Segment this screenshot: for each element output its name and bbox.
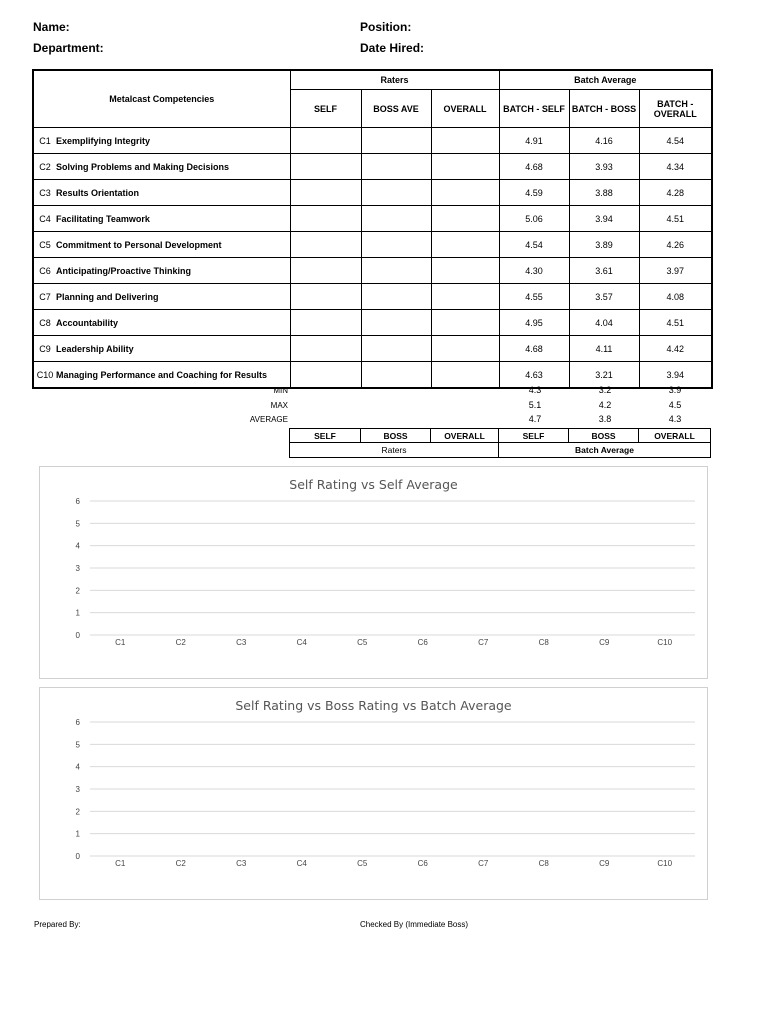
date-hired-label: Date Hired: [360, 41, 425, 55]
x-tick-label: C9 [599, 638, 610, 647]
x-tick-label: C2 [175, 638, 186, 647]
competency-cell [33, 362, 290, 389]
overall-input[interactable] [431, 284, 499, 310]
table-row [33, 336, 712, 362]
competency-cell [33, 232, 290, 258]
competency-name: Solving Problems and Making Decisions [56, 161, 230, 172]
y-tick-label: 5 [75, 519, 80, 529]
x-tick-label: C7 [478, 859, 489, 868]
batch-overall-value: 4.26 [639, 232, 712, 258]
batch-self-value: 5.06 [499, 206, 569, 232]
batch-self-value: 4.55 [499, 284, 569, 310]
competency-code: C10 [36, 369, 54, 380]
batch-boss-value: 3.94 [569, 206, 639, 232]
batch-boss-value: 3.57 [569, 284, 639, 310]
col-batch-self: BATCH - SELF [499, 90, 569, 128]
competency-name: Results Orientation [56, 187, 140, 198]
foot-batch-boss: BOSS [569, 429, 639, 443]
col-overall: OVERALL [431, 90, 499, 128]
self-input[interactable] [290, 284, 361, 310]
y-tick-label: 5 [75, 740, 80, 750]
average-batch-self: 4.7 [528, 414, 542, 424]
batch-self-value: 4.68 [499, 154, 569, 180]
competency-cell [33, 128, 290, 154]
foot-overall: OVERALL [431, 429, 499, 443]
overall-input[interactable] [431, 336, 499, 362]
y-tick-label: 3 [75, 785, 80, 794]
batch-self-value: 4.91 [499, 128, 569, 154]
table-row [33, 154, 712, 180]
foot-self: SELF [290, 429, 361, 443]
y-tick-label: 6 [75, 497, 80, 506]
y-tick-label: 0 [75, 631, 80, 640]
boss-ave-input[interactable] [361, 206, 431, 232]
competency-code: C6 [39, 265, 51, 276]
competency-code: C5 [39, 239, 51, 250]
overall-input[interactable] [431, 154, 499, 180]
competency-cell [33, 258, 290, 284]
competency-cell [33, 206, 290, 232]
batch-overall-value: 4.51 [639, 310, 712, 336]
competency-code: C4 [39, 213, 51, 224]
min-batch-boss: 3.2 [598, 385, 612, 395]
max-batch-overall: 4.5 [668, 400, 682, 410]
self-rating-chart [39, 466, 708, 679]
competency-cell [33, 284, 290, 310]
x-tick-label: C8 [538, 638, 549, 647]
batch-overall-value: 3.94 [639, 362, 712, 389]
average-batch-boss: 3.8 [598, 414, 612, 424]
y-tick-label: 1 [75, 829, 80, 839]
average-batch-overall: 4.3 [668, 414, 682, 424]
max-label: MAX [270, 401, 288, 410]
competency-name: Managing Performance and Coaching for Results [56, 369, 268, 380]
overall-input[interactable] [431, 362, 499, 389]
position-label: Position: [360, 20, 412, 34]
foot-batch-self: SELF [499, 429, 569, 443]
competency-cell [33, 180, 290, 206]
boss-ave-input[interactable] [361, 336, 431, 362]
boss-ave-input[interactable] [361, 128, 431, 154]
batch-overall-value: 4.54 [639, 128, 712, 154]
foot-raters: Raters [290, 443, 499, 458]
overall-input[interactable] [431, 180, 499, 206]
overall-input[interactable] [431, 258, 499, 284]
y-tick-label: 1 [75, 608, 80, 618]
col-self: SELF [290, 90, 361, 128]
competency-name: Commitment to Personal Development [56, 239, 222, 250]
y-tick-label: 2 [75, 807, 80, 817]
batch-comparison-chart [39, 687, 708, 900]
competency-name: Accountability [56, 317, 119, 328]
batch-self-value: 4.95 [499, 310, 569, 336]
boss-ave-input[interactable] [361, 258, 431, 284]
table-row [33, 128, 712, 154]
foot-batch-average: Batch Average [499, 443, 711, 458]
competency-name: Planning and Delivering [56, 291, 159, 302]
batch-overall-value: 3.97 [639, 258, 712, 284]
competency-cell [33, 336, 290, 362]
batch-overall-value: 4.08 [639, 284, 712, 310]
x-tick-label: C3 [236, 859, 247, 868]
boss-ave-input[interactable] [361, 154, 431, 180]
col-batch-overall: BATCH - OVERALL [639, 90, 712, 128]
x-tick-label: C1 [115, 638, 126, 647]
y-tick-label: 0 [75, 852, 80, 861]
min-batch-overall: 3.9 [668, 385, 682, 395]
table-row [33, 284, 712, 310]
batch-comparison-chart-svg [40, 688, 707, 899]
x-tick-label: C8 [538, 859, 549, 868]
competency-name: Leadership Ability [56, 343, 134, 354]
table-row [33, 310, 712, 336]
batch-boss-value: 4.04 [569, 310, 639, 336]
boss-ave-input[interactable] [361, 310, 431, 336]
competency-cell [33, 154, 290, 180]
col-boss-ave: BOSS AVE [361, 90, 431, 128]
max-batch-boss: 4.2 [598, 400, 612, 410]
y-tick-label: 4 [75, 541, 80, 551]
min-batch-self: 4.3 [528, 385, 542, 395]
self-input[interactable] [290, 336, 361, 362]
boss-ave-input[interactable] [361, 284, 431, 310]
x-tick-label: C4 [296, 638, 307, 647]
x-tick-label: C1 [115, 859, 126, 868]
batch-boss-value: 3.88 [569, 180, 639, 206]
name-label: Name: [33, 20, 70, 34]
batch-boss-value: 3.89 [569, 232, 639, 258]
x-tick-label: C5 [357, 638, 368, 647]
self-input[interactable] [290, 362, 361, 389]
foot-boss: BOSS [361, 429, 431, 443]
competency-table [32, 69, 713, 389]
x-tick-label: C9 [599, 859, 610, 868]
checked-by-label: Checked By (Immediate Boss) [360, 920, 469, 929]
batch-boss-value: 3.21 [569, 362, 639, 389]
max-batch-self: 5.1 [528, 400, 542, 410]
competency-name: Exemplifying Integrity [56, 135, 151, 146]
table-row [33, 206, 712, 232]
x-tick-label: C10 [657, 638, 673, 647]
boss-ave-input[interactable] [361, 232, 431, 258]
competency-code: C2 [39, 161, 51, 172]
boss-ave-input[interactable] [361, 180, 431, 206]
col-batch-boss: BATCH - BOSS [569, 90, 639, 128]
self-rating-chart-svg [40, 467, 707, 678]
y-tick-label: 2 [75, 586, 80, 596]
y-tick-label: 4 [75, 762, 80, 772]
batch-overall-value: 4.28 [639, 180, 712, 206]
self-input[interactable] [290, 232, 361, 258]
batch-self-value: 4.54 [499, 232, 569, 258]
competency-name: Facilitating Teamwork [56, 213, 150, 224]
x-tick-label: C2 [175, 859, 186, 868]
competencies-heading: Metalcast Competencies [33, 70, 290, 128]
batch-self-value: 4.68 [499, 336, 569, 362]
x-tick-label: C7 [478, 638, 489, 647]
self-input[interactable] [290, 206, 361, 232]
competency-cell [33, 310, 290, 336]
batch-self-value: 4.59 [499, 180, 569, 206]
self-input[interactable] [290, 310, 361, 336]
self-input[interactable] [290, 258, 361, 284]
self-input[interactable] [290, 128, 361, 154]
min-label: MIN [273, 386, 288, 395]
footer-header-table [289, 428, 711, 458]
foot-batch-overall: OVERALL [639, 429, 711, 443]
competency-code: C1 [39, 135, 51, 146]
y-tick-label: 6 [75, 718, 80, 727]
overall-input[interactable] [431, 128, 499, 154]
x-tick-label: C4 [296, 859, 307, 868]
x-tick-label: C3 [236, 638, 247, 647]
table-row [33, 258, 712, 284]
chart-title: Self Rating vs Boss Rating vs Batch Average [235, 698, 512, 713]
overall-input[interactable] [431, 232, 499, 258]
batch-boss-value: 4.16 [569, 128, 639, 154]
batch-overall-value: 4.34 [639, 154, 712, 180]
prepared-by-label: Prepared By: [34, 920, 81, 929]
batch-average-heading: Batch Average [499, 70, 712, 90]
batch-boss-value: 3.93 [569, 154, 639, 180]
competency-code: C3 [39, 187, 51, 198]
raters-heading: Raters [290, 70, 499, 90]
competency-name: Anticipating/Proactive Thinking [56, 265, 192, 276]
competency-code: C8 [39, 317, 51, 328]
overall-input[interactable] [431, 310, 499, 336]
competency-code: C9 [39, 343, 51, 354]
x-tick-label: C6 [417, 859, 428, 868]
overall-input[interactable] [431, 206, 499, 232]
self-input[interactable] [290, 154, 361, 180]
department-label: Department: [33, 41, 104, 55]
x-tick-label: C6 [417, 638, 428, 647]
competency-code: C7 [39, 291, 51, 302]
batch-overall-value: 4.51 [639, 206, 712, 232]
boss-ave-input[interactable] [361, 362, 431, 389]
batch-self-value: 4.63 [499, 362, 569, 389]
x-tick-label: C10 [657, 859, 673, 868]
chart-title: Self Rating vs Self Average [289, 477, 458, 492]
batch-self-value: 4.30 [499, 258, 569, 284]
average-label: AVERAGE [249, 415, 288, 424]
table-row [33, 232, 712, 258]
x-tick-label: C5 [357, 859, 368, 868]
batch-boss-value: 4.11 [569, 336, 639, 362]
table-row [33, 180, 712, 206]
batch-boss-value: 3.61 [569, 258, 639, 284]
batch-overall-value: 4.42 [639, 336, 712, 362]
self-input[interactable] [290, 180, 361, 206]
y-tick-label: 3 [75, 564, 80, 573]
